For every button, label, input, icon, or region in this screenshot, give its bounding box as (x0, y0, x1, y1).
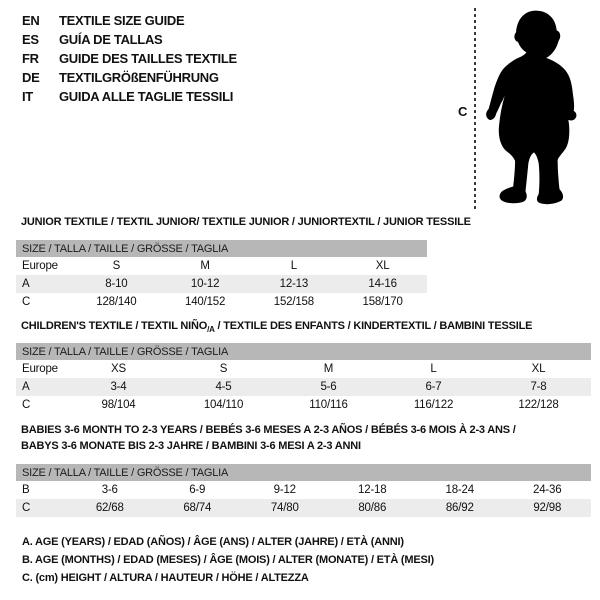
height-cell: 104/110 (203, 399, 244, 411)
footnote-age-years: A. AGE (YEARS) / EDAD (AÑOS) / ÂGE (ANS) / ALTER (JAHRE) / ETÀ (ANNI) (22, 536, 404, 548)
height-cell: 74/80 (270, 502, 299, 514)
title-part: CHILDREN'S TEXTILE / TEXTIL NIÑO (21, 320, 208, 332)
title-part: / TEXTILE DES ENFANTS / KINDERTEXTIL / BAMBINI TESSILE (214, 320, 533, 332)
section-title-children (21, 320, 532, 334)
height-cell: 152/158 (273, 296, 314, 308)
language-code: IT (22, 89, 33, 104)
language-code: DE (22, 70, 40, 85)
language-row-en (22, 11, 237, 30)
height-cell: 80/86 (358, 502, 387, 514)
footnote-height: C. (cm) HEIGHT / ALTURA / HAUTEUR / HÖHE / ALTEZZA (22, 572, 309, 584)
language-row-fr (22, 49, 237, 68)
table-row-age (16, 275, 427, 293)
age-cell: 6-9 (189, 484, 206, 496)
size-band-header: SIZE / TALLA / TAILLE / GRÖSSE / TAGLIA (16, 343, 591, 360)
language-title: GUIDA ALLE TAGLIE TESSILI (59, 89, 234, 104)
height-cell: 158/170 (362, 296, 403, 308)
size-cell: M (200, 260, 210, 272)
height-cell: 98/104 (101, 399, 136, 411)
baby-figure (450, 0, 600, 215)
age-cell: 18-24 (445, 484, 474, 496)
age-cell: 24-36 (533, 484, 562, 496)
language-code: ES (22, 32, 39, 47)
row-label: A (22, 278, 30, 290)
language-title: GUIDE DES TAILLES TEXTILE (59, 51, 237, 66)
language-code: FR (22, 51, 39, 66)
row-label: Europe (22, 363, 58, 375)
footnote-age-months: B. AGE (MONTHS) / EDAD (MESES) / ÂGE (MOIS) / ALTER (MONATE) / ETÀ (MESI) (22, 554, 434, 566)
section-title-junior: JUNIOR TEXTILE / TEXTIL JUNIOR/ TEXTILE JUNIOR / JUNIORTEXTIL / JUNIOR TESSILE (21, 216, 471, 228)
row-label: C (22, 399, 31, 411)
age-cell: 5-6 (320, 381, 337, 393)
size-band-header: SIZE / TALLA / TAILLE / GRÖSSE / TAGLIA (16, 240, 427, 257)
table-row-age-months (16, 481, 591, 499)
height-cell: 62/68 (95, 502, 124, 514)
height-cell: 140/152 (185, 296, 226, 308)
height-dashed-line-icon (474, 8, 476, 209)
language-header (22, 11, 237, 106)
height-measure-label: C (458, 104, 468, 119)
height-cell: 116/122 (413, 399, 454, 411)
table-row-age (16, 378, 591, 396)
height-cell: 128/140 (96, 296, 137, 308)
age-cell: 12-18 (358, 484, 387, 496)
row-label: B (22, 484, 30, 496)
table-row-height (16, 499, 591, 517)
age-cell: 4-5 (215, 381, 232, 393)
age-cell: 10-12 (190, 278, 220, 290)
section-title-babies-line2: BABYS 3-6 MONATE BIS 2-3 JAHRE / BAMBINI 3-6 MESI A 2-3 ANNI (21, 440, 361, 452)
language-title: GUÍA DE TALLAS (59, 32, 163, 47)
height-cell: 86/92 (445, 502, 474, 514)
row-label: A (22, 381, 30, 393)
age-cell: 3-6 (101, 484, 118, 496)
age-cell: 6-7 (425, 381, 442, 393)
size-cell: L (430, 363, 437, 375)
age-cell: 7-8 (530, 381, 547, 393)
age-cell: 3-4 (110, 381, 127, 393)
height-cell: 68/74 (183, 502, 212, 514)
junior-size-table (16, 240, 427, 311)
baby-silhouette-icon (482, 5, 586, 211)
size-band-header: SIZE / TALLA / TAILLE / GRÖSSE / TAGLIA (16, 464, 591, 481)
children-size-table (16, 343, 591, 414)
row-label: C (22, 502, 31, 514)
size-cell: S (219, 363, 228, 375)
age-cell: 14-16 (368, 278, 397, 290)
language-title: TEXTILGRÖßENFÜHRUNG (59, 70, 219, 85)
age-cell: 8-10 (105, 278, 128, 290)
size-cell: XS (111, 363, 126, 375)
row-label: Europe (22, 260, 58, 272)
size-cell: M (323, 363, 334, 375)
height-cell: 110/116 (309, 399, 348, 411)
language-title: TEXTILE SIZE GUIDE (59, 13, 185, 28)
table-row-height (16, 293, 427, 311)
language-row-de (22, 68, 237, 87)
table-row-height (16, 396, 591, 414)
row-label: C (22, 296, 31, 308)
language-code: EN (22, 13, 40, 28)
table-row-europe (16, 257, 427, 275)
age-cell: 12-13 (279, 278, 309, 290)
size-cell: XL (375, 260, 390, 272)
babies-size-table (16, 464, 591, 517)
section-title-babies-line1: BABIES 3-6 MONTH TO 2-3 YEARS / BEBÉS 3-6 MESES A 2-3 AÑOS / BÉBÉS 3-6 MOIS À 2-3 ANS / (21, 424, 516, 436)
title-subscript: /A (207, 325, 215, 335)
size-cell: L (290, 260, 297, 272)
height-cell: 122/128 (518, 399, 559, 411)
table-row-europe (16, 360, 591, 378)
language-row-es (22, 30, 237, 49)
age-cell: 9-12 (273, 484, 296, 496)
height-cell: 92/98 (533, 502, 562, 514)
language-row-it (22, 87, 237, 106)
legend-footnotes (22, 536, 434, 590)
size-cell: S (112, 260, 121, 272)
size-cell: XL (531, 363, 546, 375)
